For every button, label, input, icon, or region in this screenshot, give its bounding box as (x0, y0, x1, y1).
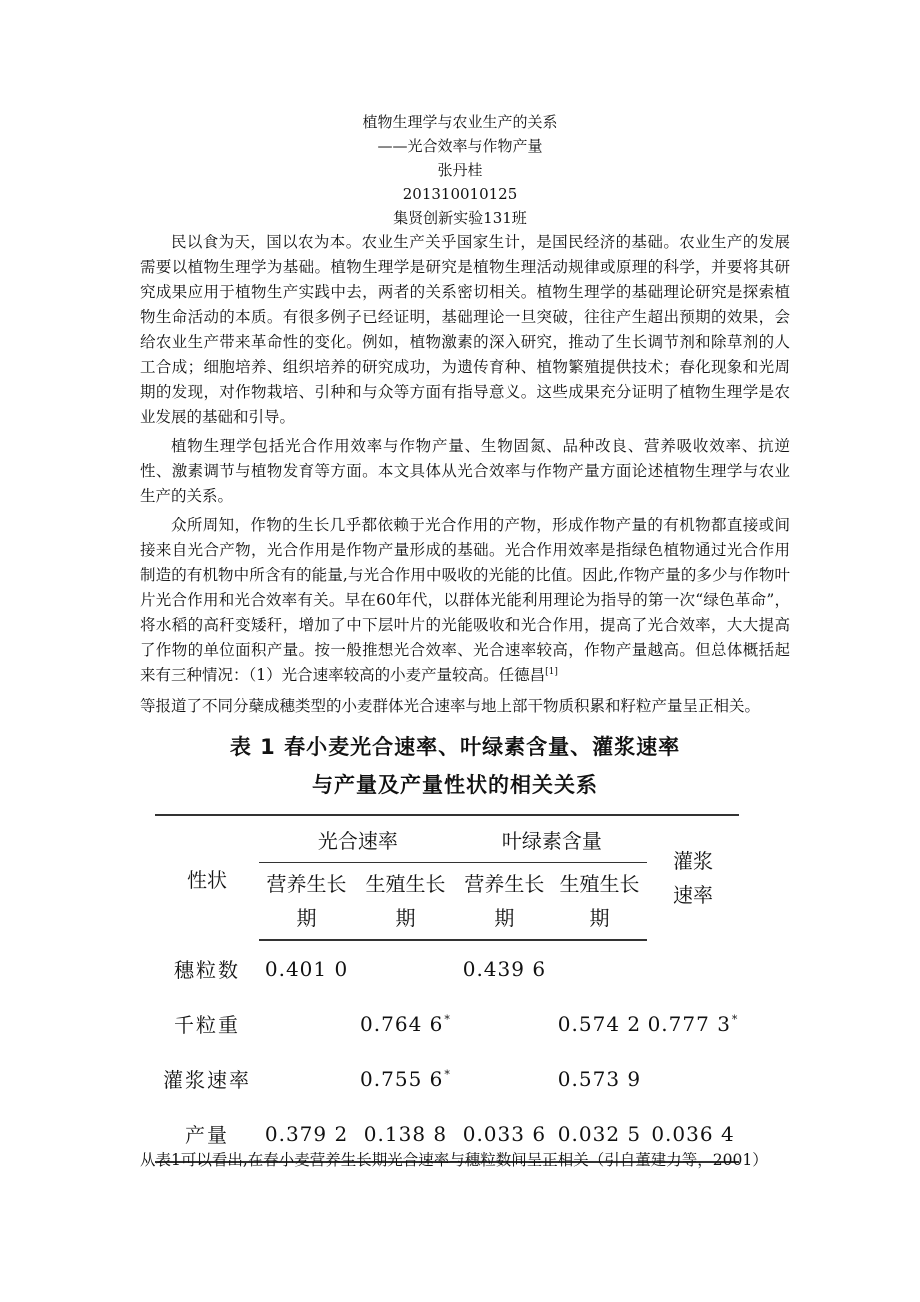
table-cell (259, 1051, 354, 1106)
table-cell: 0.401 0 (264, 956, 349, 981)
row-label: 产量 (155, 1106, 259, 1162)
subheader-veg-1: 营养生长期 (259, 863, 354, 941)
table-cell: 0.755 6* (360, 1066, 451, 1091)
table-cell (354, 940, 457, 996)
paragraph-3-end: 等报道了不同分蘖成穗类型的小麦群体光合速率与地上部干物质积累和籽粒产量呈正相关。 (140, 697, 761, 715)
significance-mark: * (731, 1012, 739, 1026)
table-cell: 0.033 6 (457, 1106, 552, 1162)
table-cell: 0.138 8 (354, 1106, 457, 1162)
table-title-line2: 与产量及产量性状的相关关系 (312, 773, 598, 797)
row-label: 灌浆速率 (163, 1068, 251, 1092)
header-trait: 性状 (155, 815, 259, 940)
table-cell: 0.573 9 (557, 1066, 642, 1091)
body-text (140, 230, 790, 723)
table-cell (552, 940, 647, 996)
table-cell (457, 1051, 552, 1106)
table-cell: 0.777 3* (647, 1011, 739, 1036)
table-cell: 0.379 2 (259, 1106, 354, 1162)
paragraph-3 (140, 513, 790, 688)
citation-ref[interactable]: [1] (545, 666, 558, 677)
table-cell (259, 996, 354, 1051)
table-cell: 0.574 2 (557, 1011, 642, 1036)
table-row (155, 1051, 739, 1106)
document-subtitle: ——光合效率与作物产量 (377, 137, 543, 155)
paragraph-2: 植物生理学包括光合作用效率与作物产量、生物固氮、品种改良、营养吸收效率、抗逆性、激素调节与植物发育等方面。本文具体从光合效率与作物产量方面论述植物生理学与农业生产的关系。 (140, 437, 790, 505)
row-label: 穗粒数 (174, 957, 240, 982)
table-cell (457, 996, 552, 1051)
header-photosynthesis-rate: 光合速率 (259, 815, 457, 863)
significance-mark: * (444, 1012, 451, 1026)
subheader-veg-2: 营养生长期 (457, 863, 552, 941)
student-id: 201310010125 (402, 185, 518, 203)
header-chlorophyll: 叶绿素含量 (457, 815, 647, 863)
table-cell (647, 1051, 739, 1106)
table-row (155, 940, 739, 996)
table-cell: 0.032 5 (552, 1106, 647, 1162)
table-row (155, 996, 739, 1051)
document-header (0, 110, 920, 230)
header-filling-rate: 灌浆速率 (647, 815, 739, 940)
table-cell: 0.764 6* (360, 1011, 451, 1036)
paragraph-3-text: 众所周知，作物的生长几乎都依赖于光合作用的产物，形成作物产量的有机物都直接或间接来自光合产物，光合作用是作物产量形成的基础。光合作用效率是指绿色植物通过光合作用制造的有机物中所含有的能量,与光合作用中吸收的光能的比值。因此,作物产量的多少与作物叶片光合作用和光合效率有关。早在60年代，以群体光能利用理论为指导的第一次“绿色革命”，将水稻的高秆变矮秆，增加了中下层叶片的光能吸收和光合作用，提高了光合效率，大大提高了作物的单位面积产量。按一般推想光合效率、光合速率较高，作物产量越高。但总体概括起来有三种情况：（1）光合速率较高的小麦产量较高。任德昌 (140, 516, 790, 684)
significance-mark: * (444, 1067, 451, 1081)
row-label: 千粒重 (174, 1013, 240, 1037)
table-cell: 0.036 4 (647, 1106, 739, 1162)
author-name: 张丹桂 (437, 161, 483, 179)
class-name: 集贤创新实验131班 (393, 209, 527, 227)
table-cell: 0.439 6 (462, 956, 547, 981)
table-cell (647, 940, 739, 996)
document-title: 植物生理学与农业生产的关系 (362, 113, 558, 131)
subheader-rep-2: 生殖生长期 (552, 863, 647, 941)
paragraph-1: 民以食为天，国以农为本。农业生产关乎国家生计，是国民经济的基础。农业生产的发展需要以植物生理学为基础。植物生理学是研究是植物生理活动规律或原理的科学，并要将其研究成果应用于植物生产实践中去，两者的关系密切相关。植物生理学的基础理论研究是探索植物生命活动的本质。有很多例子已经证明，基础理论一旦突破，往往产生超出预期的效果，会给农业生产带来革命性的变化。例如，植物激素的深入研究，推动了生长调节剂和除草剂的人工合成；细胞培养、组织培养的研究成功，为遗传育种、植物繁殖提供技术；春化现象和光周期的发现，对作物栽培、引种和与众等方面有指导意义。这些成果充分证明了植物生理学是农业发展的基础和引导。 (140, 233, 790, 426)
table-caption-text: 从表1可以看出,在春小麦营养生长期光合速率与穗粒数间呈正相关（引自董建力等，2001） (140, 1151, 768, 1169)
correlation-table (155, 814, 739, 1163)
table-figure (155, 728, 755, 1163)
table-title-line1: 表 1 春小麦光合速率、叶绿素含量、灌浆速率 (229, 735, 681, 759)
subheader-rep-1: 生殖生长期 (354, 863, 457, 941)
